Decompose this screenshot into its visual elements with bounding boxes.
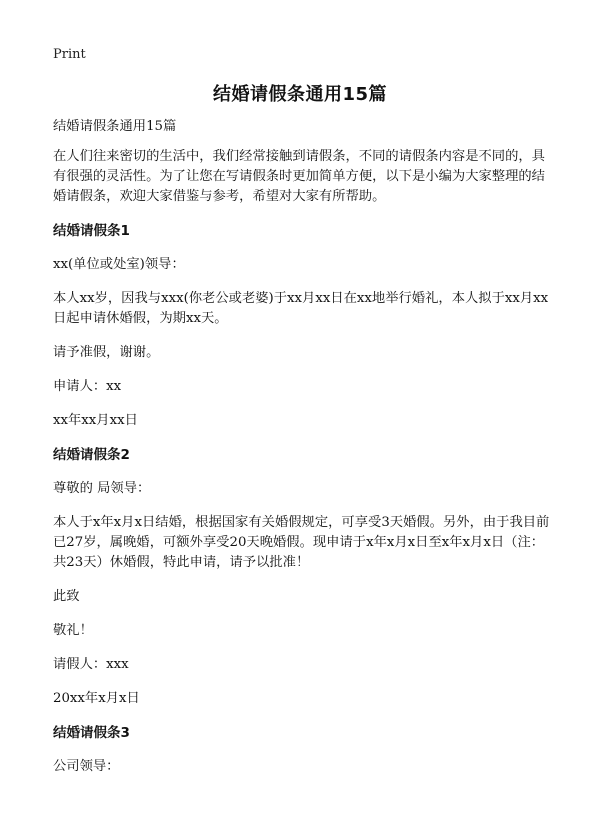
section2-closing-1: 此致: [53, 589, 80, 604]
section1-date: xx年xx月xx日: [53, 413, 138, 428]
section-heading-2: 结婚请假条2: [53, 447, 130, 463]
section-heading-1: 结婚请假条1: [53, 223, 130, 239]
section1-salutation: xx(单位或处室)领导：: [53, 257, 185, 272]
print-link[interactable]: Print: [53, 47, 86, 62]
section3-salutation: 公司领导：: [53, 759, 120, 774]
section-heading-3: 结婚请假条3: [53, 725, 130, 741]
section1-body: 本人xx岁，因我与xxx(你老公或老婆)于xx月xx日在xx地举行婚礼，本人拟于xx月xx日起申请休婚假，为期xx天。: [53, 291, 549, 326]
section2-salutation: 尊敬的 局领导：: [53, 481, 151, 496]
document-body: [53, 117, 550, 791]
section2-body: 本人于x年x月x日结婚，根据国家有关婚假规定，可享受3天婚假。另外，由于我目前已27岁，属晚婚，可额外享受20天晚婚假。现申请于x年x月x日至x年x月x日（注：共23天）休婚假，特此申请，请予以批准！: [53, 515, 550, 570]
page-title: 结婚请假条通用15篇: [212, 84, 388, 105]
section2-closing-2: 敬礼！: [53, 623, 93, 638]
intro-paragraph: 在人们往来密切的生活中，我们经常接触到请假条，不同的请假条内容是不同的，具有很强的灵活性。为了让您在写请假条时更加简单方便，以下是小编为大家整理的结婚请假条，欢迎大家借鉴与参考，希望对大家有所帮助。: [53, 149, 545, 204]
section2-applicant: 请假人：xxx: [53, 657, 129, 672]
section2-date: 20xx年x月x日: [53, 691, 140, 706]
section1-applicant: 申请人：xx: [53, 379, 122, 394]
section1-closing: 请予准假，谢谢。: [53, 345, 160, 360]
document-subtitle: 结婚请假条通用15篇: [53, 119, 177, 134]
